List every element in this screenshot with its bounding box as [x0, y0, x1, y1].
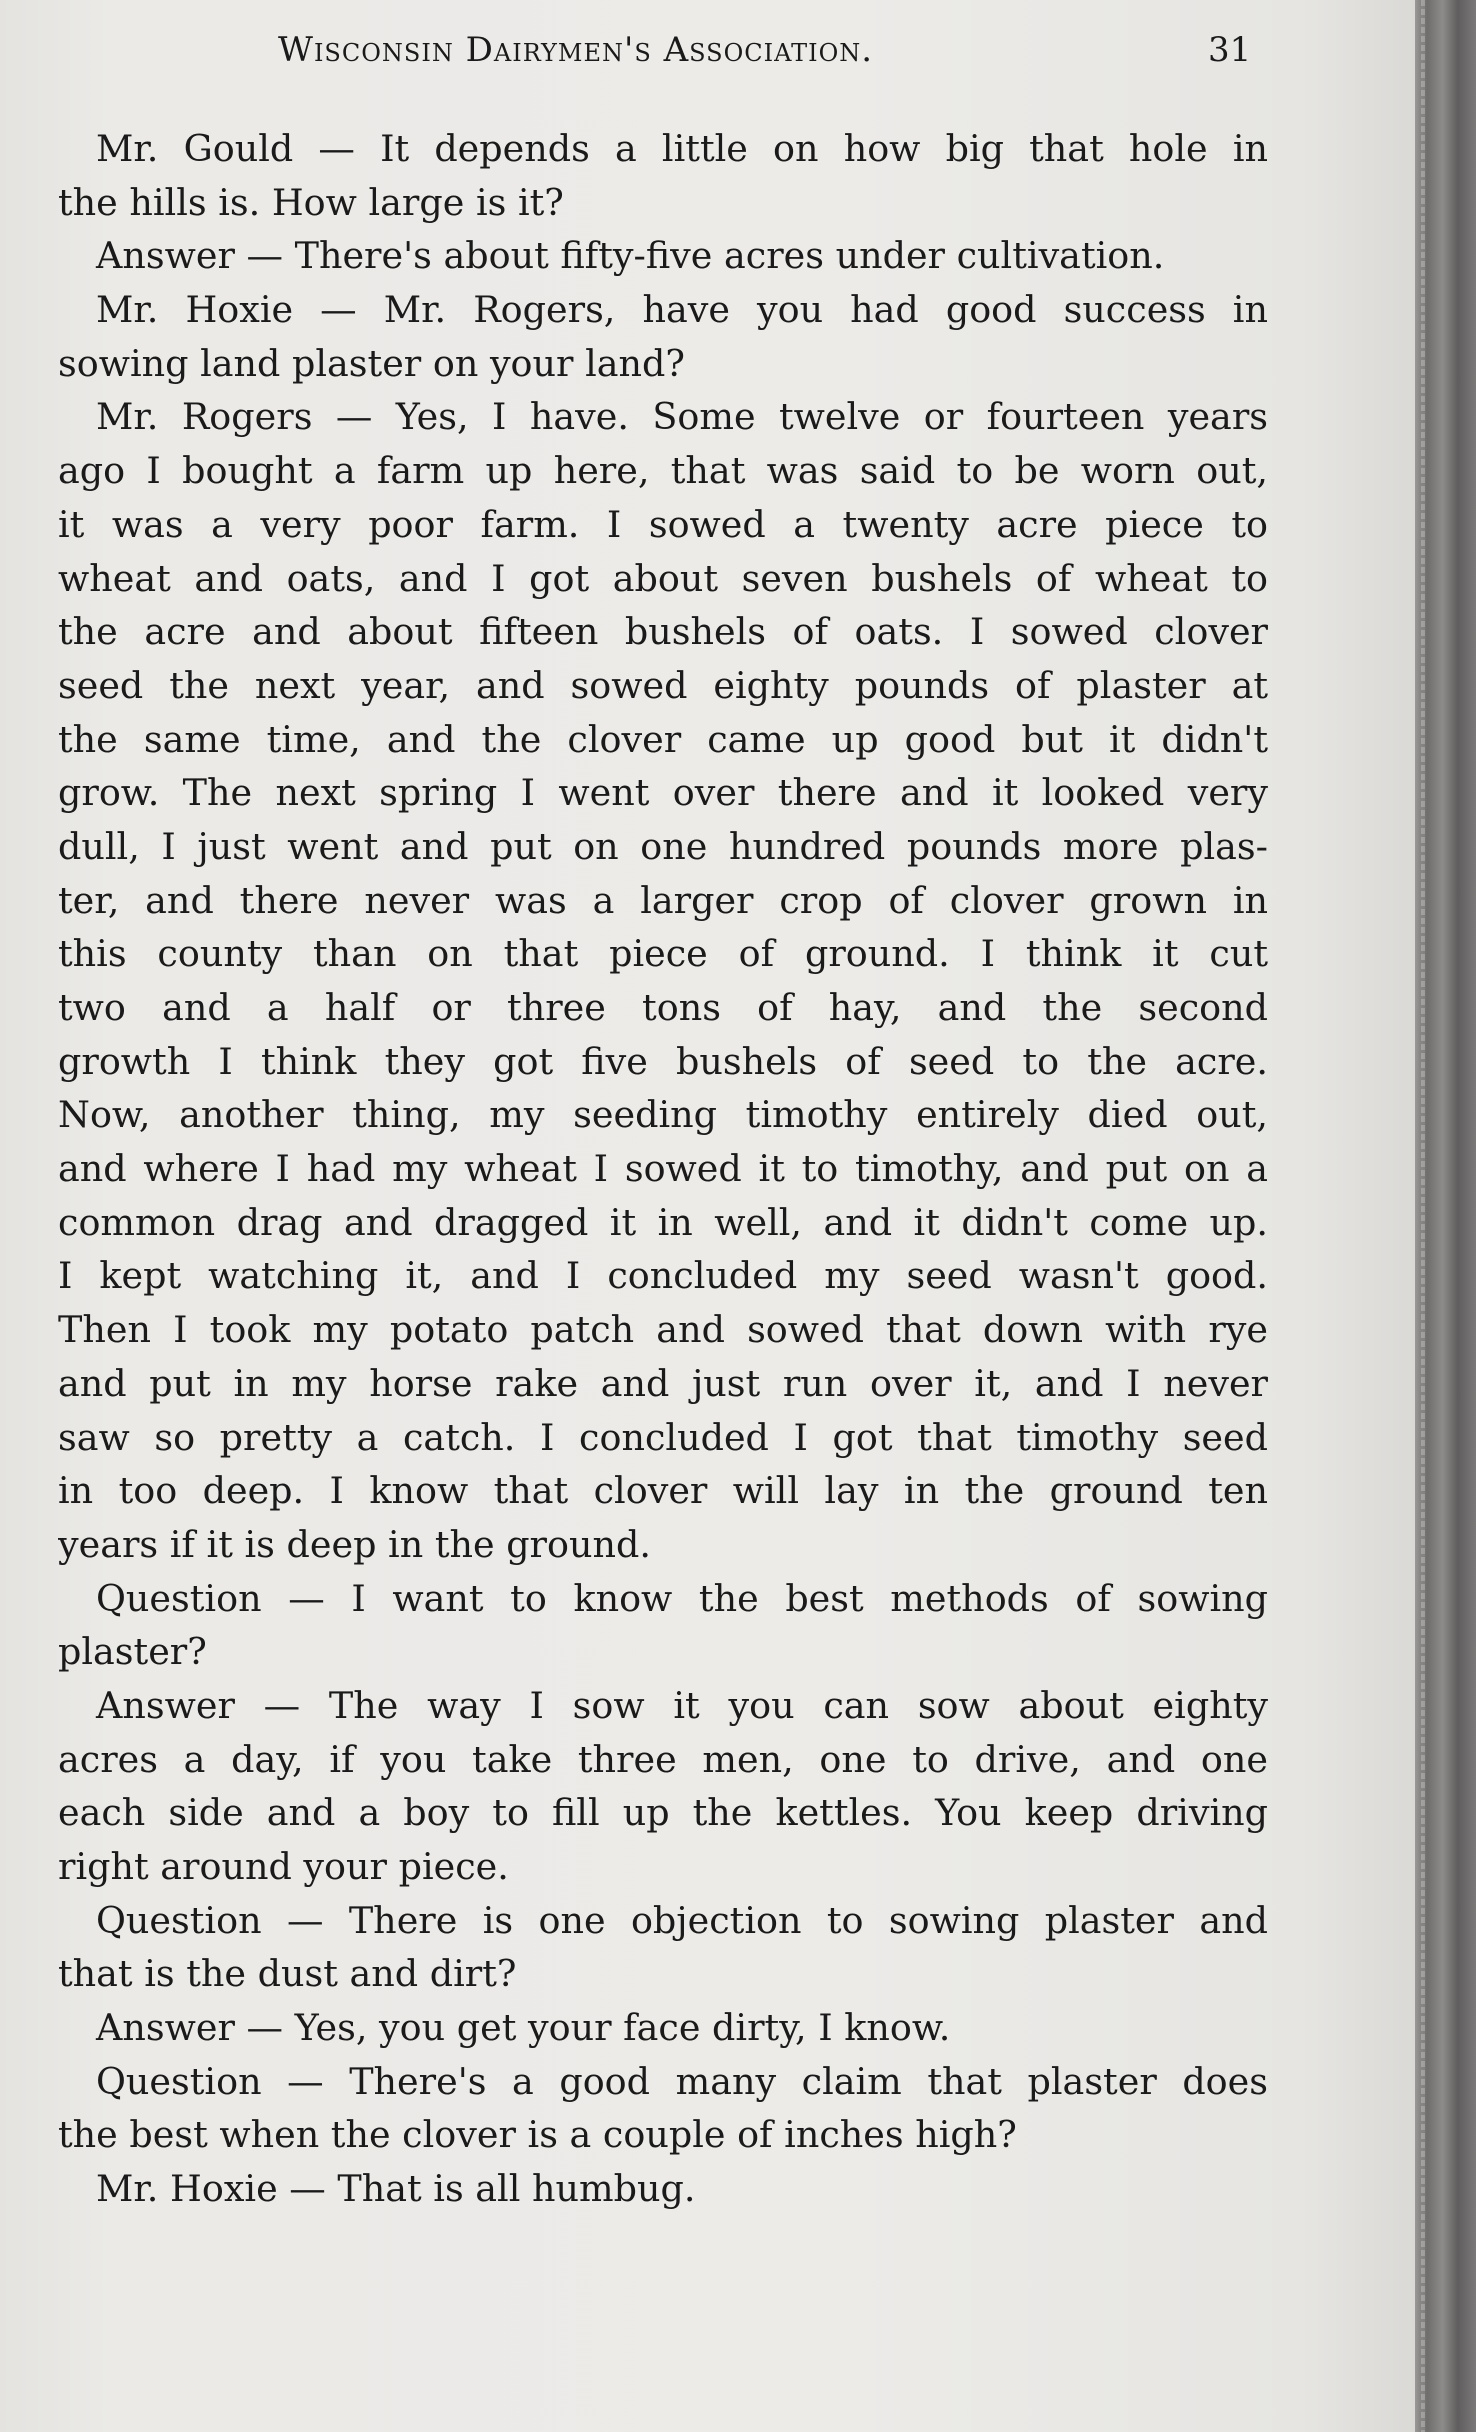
text-line: Question — I want to know the best methods of sowing	[96, 1576, 1268, 1620]
text-line: wheat and oats, and I got about seven bushels of wheat to	[58, 556, 1268, 600]
text-line: it was a very poor farm. I sowed a twenty acre piece to	[58, 502, 1268, 546]
text-line: ter, and there never was a larger crop of clover grown in	[58, 878, 1268, 922]
text-line: plaster?	[58, 1630, 207, 1674]
text-line: and where I had my wheat I sowed it to timothy, and put on a	[58, 1147, 1268, 1191]
text-line: saw so pretty a catch. I concluded I got that timothy seed	[58, 1415, 1268, 1459]
text-line: Answer — Yes, you get your face dirty, I know.	[96, 2006, 951, 2050]
text-line: growth I think they got five bushels of seed to the acre.	[58, 1039, 1268, 1083]
text-line: dull, I just went and put on one hundred pounds more plas-	[58, 824, 1268, 868]
text-line: Then I took my potato patch and sowed that down with rye	[58, 1308, 1268, 1352]
text-line: seed the next year, and sowed eighty pounds of plaster at	[58, 663, 1268, 707]
text-line: Now, another thing, my seeding timothy entirely died out,	[58, 1093, 1268, 1137]
running-head: Wisconsin Dairymen's Association.	[278, 30, 874, 70]
text-line: two and a half or three tons of hay, and the second	[58, 986, 1268, 1029]
book-spine-edge	[1415, 0, 1476, 2432]
page-header	[0, 30, 1415, 80]
text-line: common drag and dragged it in well, and it didn't come up.	[58, 1200, 1268, 1244]
text-line: Mr. Hoxie — That is all humbug.	[96, 2167, 696, 2211]
text-line: this county than on that piece of ground. I think it cut	[58, 932, 1268, 976]
text-line: Mr. Hoxie — Mr. Rogers, have you had good success in	[96, 288, 1268, 332]
text-line: years if it is deep in the ground.	[58, 1522, 651, 1566]
body-text	[58, 122, 1268, 2216]
text-line: grow. The next spring I went over there and it looked very	[58, 771, 1268, 815]
text-line: the hills is. How large is it?	[58, 180, 564, 224]
text-line: acres a day, if you take three men, one to drive, and one	[58, 1737, 1268, 1781]
text-line: the acre and about fifteen bushels of oats. I sowed clover	[58, 610, 1268, 654]
text-line: right around your piece.	[58, 1845, 509, 1888]
text-line: and put in my horse rake and just run over it, and I never	[58, 1361, 1268, 1405]
text-line: the same time, and the clover came up good but it didn't	[58, 717, 1268, 761]
text-line: Answer — There's about fifty-five acres under cultivation.	[96, 234, 1165, 278]
text-line: that is the dust and dirt?	[58, 1952, 517, 1996]
text-line: I kept watching it, and I concluded my seed wasn't good.	[58, 1254, 1268, 1298]
text-line: Question — There is one objection to sowing plaster and	[96, 1898, 1268, 1942]
text-line: Mr. Rogers — Yes, I have. Some twelve or fourteen years	[96, 395, 1268, 439]
text-line: the best when the clover is a couple of inches high?	[58, 2113, 1017, 2157]
text-line: Answer — The way I sow it you can sow about eighty	[96, 1683, 1268, 1727]
text-line: Mr. Gould — It depends a little on how big that hole in	[96, 127, 1268, 170]
text-line: each side and a boy to fill up the kettles. You keep driving	[58, 1791, 1268, 1835]
page-number: 31	[1208, 30, 1252, 70]
text-line: in too deep. I know that clover will lay in the ground ten	[58, 1469, 1268, 1513]
text-line: sowing land plaster on your land?	[58, 341, 685, 385]
text-line: ago I bought a farm up here, that was said to be worn out,	[58, 449, 1268, 493]
text-line: Question — There's a good many claim that plaster does	[96, 2059, 1268, 2103]
